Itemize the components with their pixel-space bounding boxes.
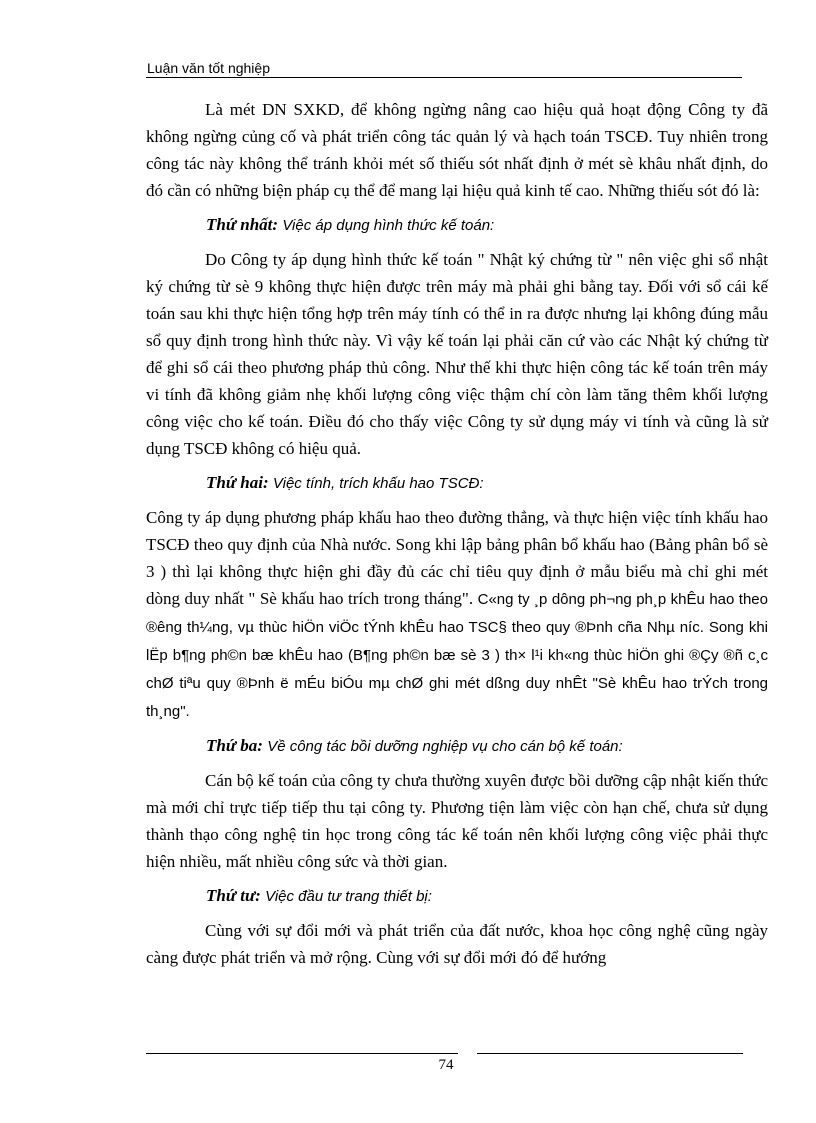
section-heading-3: [146, 732, 768, 760]
footer-rule-right: [477, 1053, 743, 1054]
section-2-paragraph: [146, 504, 768, 725]
section-heading-2-title: Việc tính, trích khấu hao TSCĐ:: [272, 475, 484, 492]
section-2-text: Công ty áp dụng phương pháp khấu hao theo đường thẳng, và thực hiện việc tính khấu hao TSCĐ theo quy định của Nhà nước. Song khi lập bảng phân bổ khấu hao (Bảng phân bổ sè 3 ) thì lại không thực hiện ghi đầy đủ các chỉ tiêu quy định ở mẫu biểu mà chỉ ghi mét dòng duy nhất " Sè khấu hao trích trong tháng".: [146, 508, 768, 608]
section-heading-3-title: Về công tác bồi dưỡng nghiệp vụ cho cán bộ kế toán:: [267, 738, 623, 755]
section-heading-3-label: Thứ ba:: [206, 736, 263, 755]
header-rule: [146, 77, 742, 78]
intro-paragraph: Là mét DN SXKD, để không ngừng nâng cao hiệu quả hoạt động Công ty đã không ngừng củng cố và phát triển công tác quản lý và hạch toán TSCĐ. Tuy nhiên trong công tác này không thể tránh khỏi mét số thiếu sót nhất định ở mét sè khâu nhất định, do đó cần có những biện pháp cụ thể để mang lại hiệu quả kinh tế cao. Những thiếu sót đó là:: [146, 100, 768, 200]
section-1-paragraph: Do Công ty áp dụng hình thức kế toán " Nhật ký chứng từ " nên việc ghi sổ nhật ký chứng từ sè 9 không thực hiện được trên máy mà phải ghi bằng tay. Đối với sổ cái kế toán sau khi thực hiện tổng hợp trên máy tính có thể in ra được nhưng lại không đúng mẫu sổ quy định trong hình thức này. Vì vậy kế toán lại phải căn cứ vào các Nhật ký chứng từ để ghi sổ cái theo phương pháp thủ công. Như thế khi thực hiện công tác kế toán trên máy vi tính đã không giảm nhẹ khối lượng công việc thậm chí còn làm tăng thêm khối lượng công việc cho kế toán. Điều đó cho thấy việc Công ty sử dụng máy vi tính và cũng là sử dụng TSCĐ không có hiệu quả.: [146, 250, 768, 458]
section-heading-4-title: Việc đầu tư trang thiết bị:: [265, 888, 432, 905]
section-heading-1-title: Việc áp dụng hình thức kế toán:: [282, 217, 495, 234]
section-heading-2: [146, 469, 768, 497]
section-heading-1-label: Thứ nhất:: [206, 215, 279, 234]
page-number: 74: [438, 1057, 454, 1073]
footer-rule-left: [146, 1053, 458, 1054]
section-heading-4-label: Thứ tư:: [206, 886, 261, 905]
section-heading-2-label: Thứ hai:: [206, 473, 269, 492]
running-header-title: Luận văn tốt nghiệp: [147, 60, 270, 76]
section-4-paragraph: Cùng với sự đổi mới và phát triển của đất nước, khoa học công nghệ cũng ngày càng được phát triển và mở rộng. Cùng với sự đổi mới đó để hướng: [146, 921, 768, 967]
section-2-garbled-text: C«ng ty ¸p dông ph¬ng ph¸p khÊu hao theo ®êng th¼ng, vµ thùc hiÖn viÖc tÝnh khÊu hao TSC§ theo quy ®Þnh cña Nhµ níc. Song khi lËp b¶ng ph©n bæ khÊu hao (B¶ng ph©n bæ sè 3 ) th× l¹i kh«ng thùc hiÖn ghi ®Çy ®ñ c¸c chØ tiªu quy ®Þnh ë mÉu biÓu mµ chØ ghi mét dßng duy nhÊt "Sè khÊu hao trÝch trong th¸ng".: [146, 591, 768, 720]
section-3-paragraph: Cán bộ kế toán của công ty chưa thường xuyên được bồi dưỡng cập nhật kiến thức mà mới chỉ trực tiếp tiếp thu tại công ty. Phương tiện làm việc còn hạn chế, chưa sử dụng thành thạo công nghệ tin học trong công tác kế toán nên khối lượng công việc phải thực hiện nhiều, mất nhiều công sức và thời gian.: [146, 771, 768, 871]
section-heading-1: [146, 211, 768, 239]
document-body: [146, 96, 768, 971]
section-heading-4: [146, 882, 768, 910]
